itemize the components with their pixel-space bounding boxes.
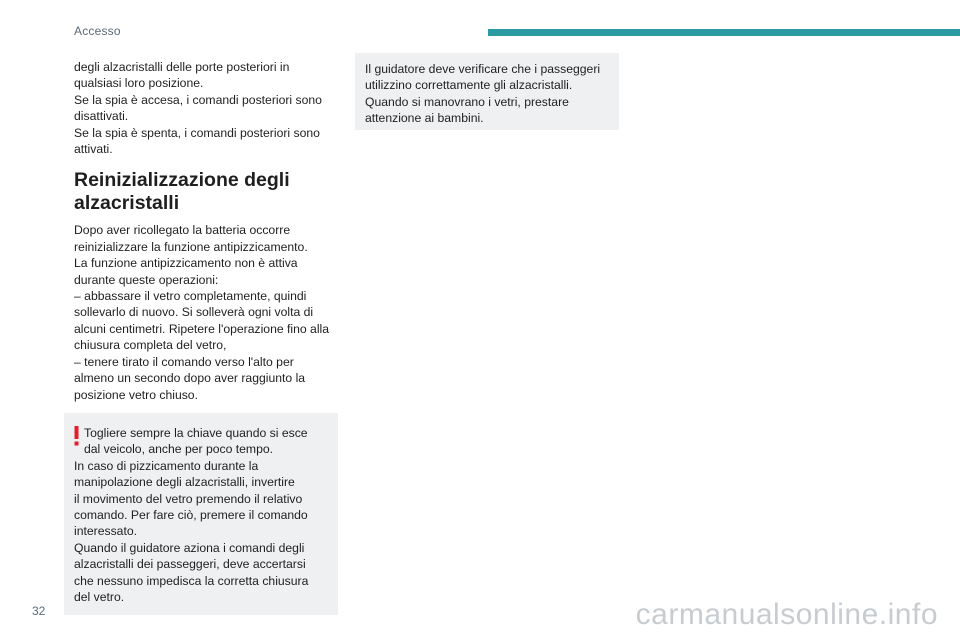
- exclamation-icon-glyph: [73, 426, 81, 446]
- body-paragraph: [74, 222, 336, 402]
- text-line: Dopo aver ricollegato la batteria occorre: [74, 223, 291, 238]
- info-text: [365, 61, 600, 127]
- watermark: carmanualsonline.info: [635, 598, 938, 631]
- text-line: durante queste operazioni:: [74, 272, 219, 287]
- text-line: Se la spia è spenta, i comandi posteriori sono: [74, 125, 320, 140]
- text-line: qualsiasi loro posizione.: [74, 76, 204, 91]
- warning-line: dal veicolo, anche per poco tempo.: [84, 442, 274, 457]
- intro-paragraph: [74, 59, 336, 157]
- warning-line: del vetro.: [74, 589, 125, 604]
- text-line: sollevarlo di nuovo. Si solleverà ogni volta di: [74, 305, 314, 320]
- text-line: almeno un secondo dopo aver raggiunto la: [74, 371, 306, 386]
- section-heading: [74, 169, 336, 214]
- info-line: utilizzino correttamente gli alzacristalli.: [365, 78, 573, 93]
- warning-line: alzacristalli dei passeggeri, deve accertarsi: [74, 557, 306, 572]
- heading-line: alzacristalli: [74, 191, 180, 214]
- text-line: Se la spia è accesa, i comandi posteriori sono: [74, 92, 322, 107]
- text-line: alcuni centimetri. Ripetere l'operazione fino alla: [74, 321, 330, 336]
- text-line: La funzione antipizzicamento non è attiva: [74, 256, 298, 271]
- text-line: – abbassare il vetro completamente, quindi: [74, 289, 307, 304]
- warning-line: che nessuno impedisca la corretta chiusura: [74, 573, 309, 588]
- exclamation-icon: [73, 426, 81, 451]
- warning-line: In caso di pizzicamento durante la: [74, 458, 259, 473]
- warning-line: interessato.: [74, 524, 138, 539]
- text-line: degli alzacristalli delle porte posteriori in: [74, 60, 290, 74]
- text-line: attivati.: [74, 142, 113, 157]
- heading-line: Reinizializzazione degli: [74, 169, 290, 192]
- text-line: chiusura completa del vetro,: [74, 338, 227, 353]
- warning-line: Togliere sempre la chiave quando si esce: [84, 425, 308, 440]
- section-title: Accesso: [74, 24, 121, 38]
- warning-line: comando. Per fare ciò, premere il comando: [74, 507, 308, 522]
- text-line: disattivati.: [74, 109, 129, 124]
- page-number: 32: [32, 604, 46, 618]
- warning-box: [64, 413, 338, 615]
- left-column: [74, 59, 336, 615]
- warning-line: Quando il guidatore aziona i comandi degli: [74, 540, 305, 555]
- warning-line: manipolazione degli alzacristalli, invertire: [74, 475, 295, 490]
- info-line: attenzione ai bambini.: [365, 111, 484, 126]
- warning-line: il movimento del vetro premendo il relativo: [74, 491, 303, 506]
- text-line: reinizializzare la funzione antipizzicamento.: [74, 239, 308, 254]
- text-line: posizione vetro chiuso.: [74, 387, 198, 402]
- header-accent-bar: [488, 29, 960, 36]
- info-line: Il guidatore deve verificare che i passeggeri: [365, 62, 601, 76]
- text-line: – tenere tirato il comando verso l'alto per: [74, 354, 294, 369]
- info-line: Quando si manovrano i vetri, prestare: [365, 94, 569, 109]
